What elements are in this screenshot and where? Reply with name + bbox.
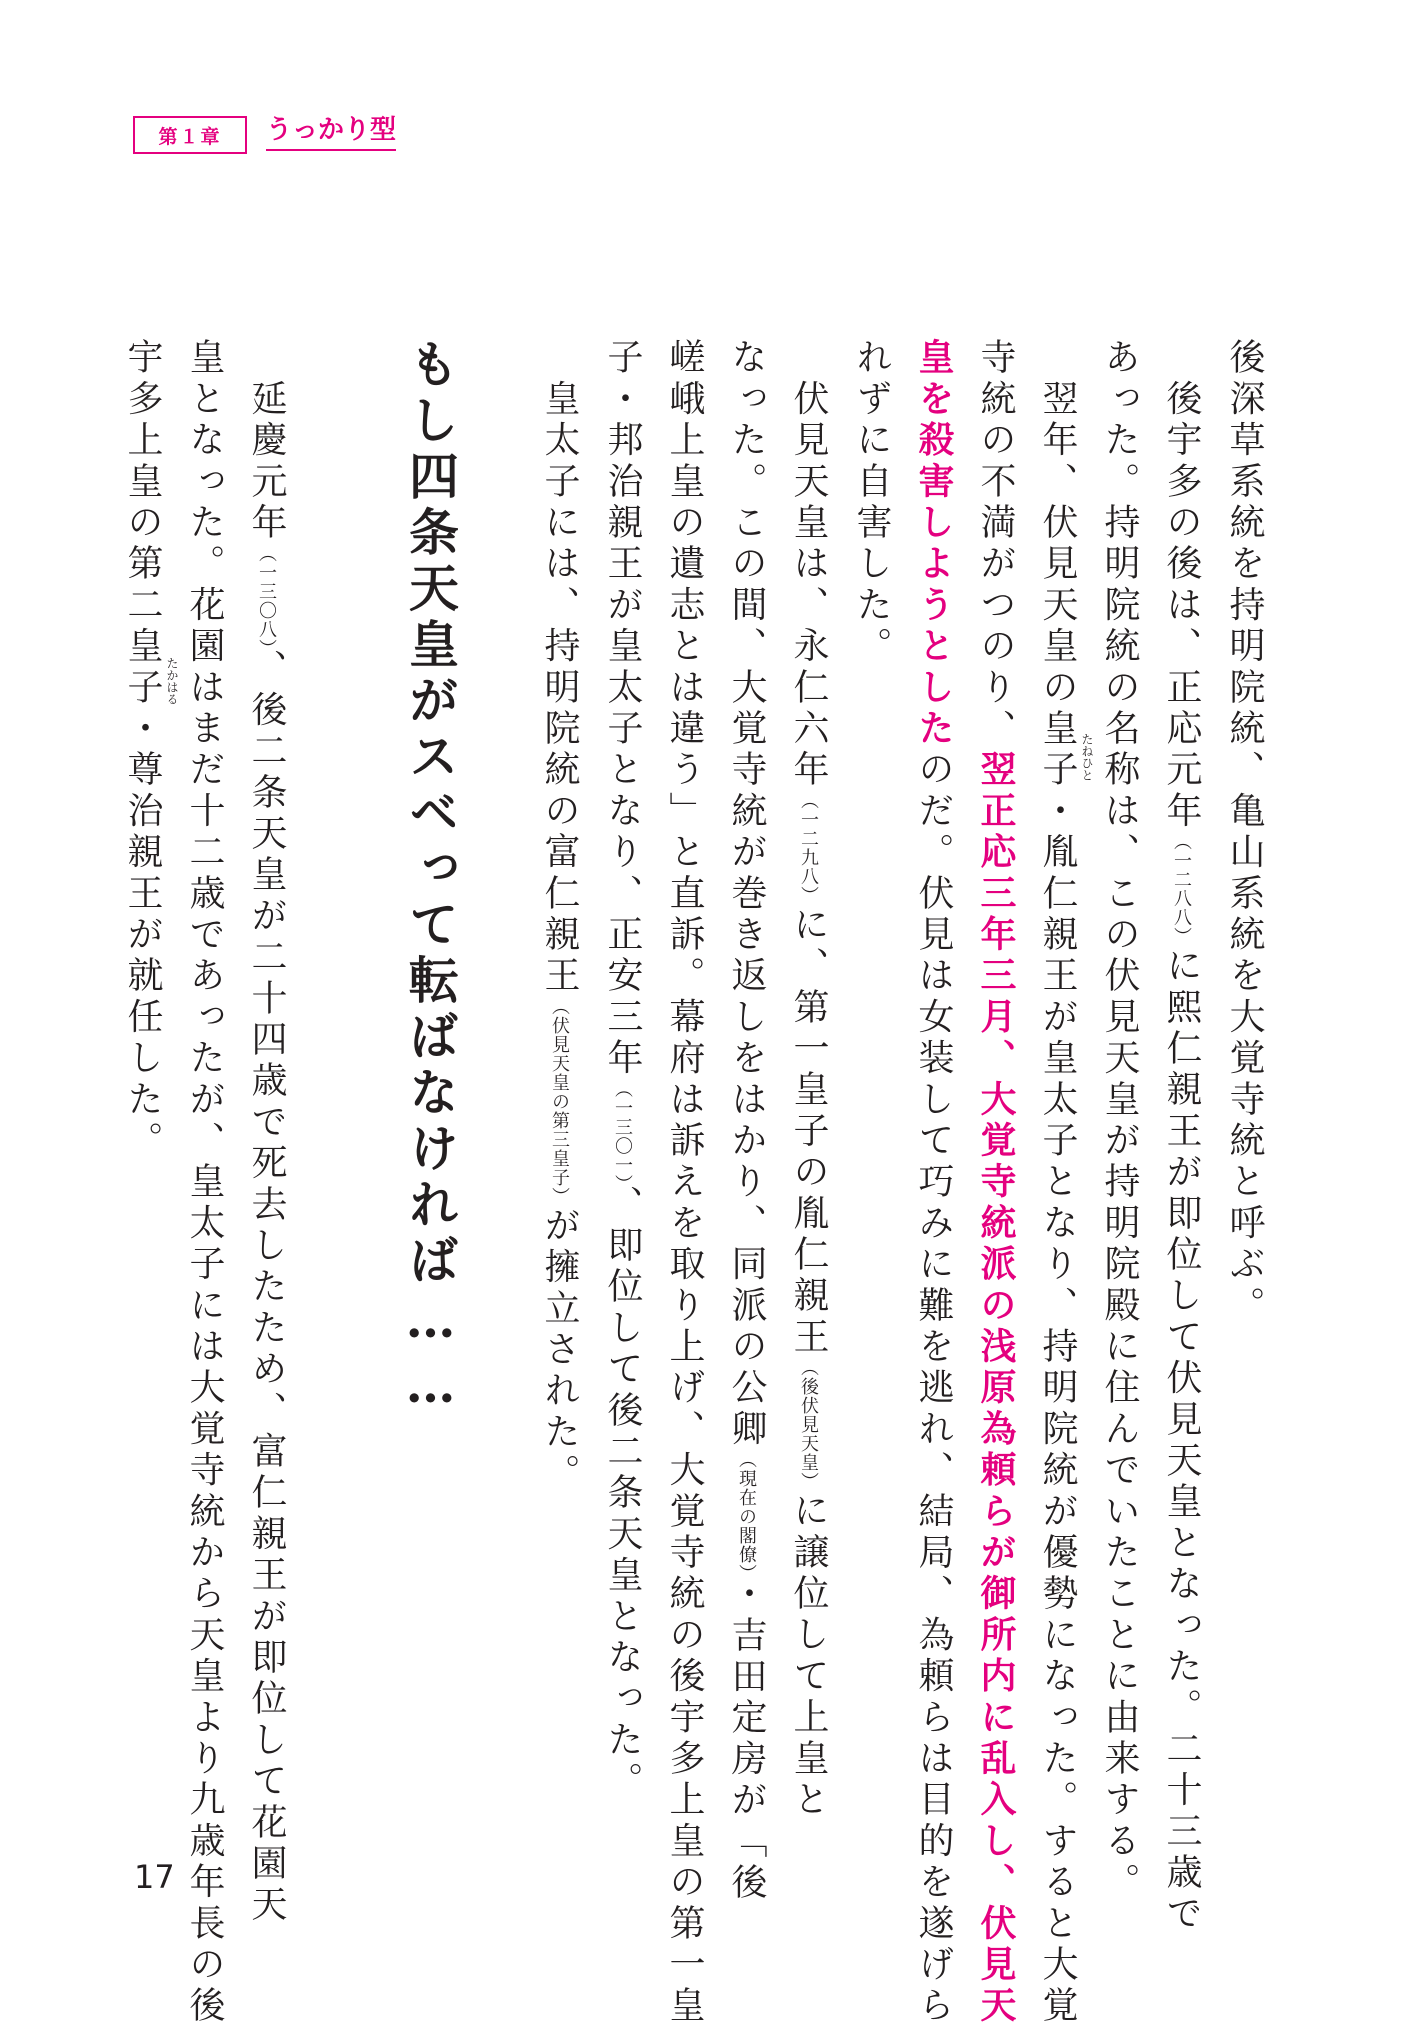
text-column-2 <box>1161 338 1202 1936</box>
text-run: 翌年、伏見天皇の皇子・胤仁親王が皇太子となり、持明院統が優勢になった。すると大覚 <box>1037 338 1078 2027</box>
text-run: 皇太子には、持明院統の富仁親王 <box>539 338 580 998</box>
text-run: に熙仁親王が即位して伏見天皇となった。二十三歳で <box>1161 946 1202 1936</box>
text-run: 、後二条天皇が二十四歳で死去したため、富仁親王が即位して花園天 <box>246 649 287 1927</box>
text-run: 宇多上皇の第二皇子・尊治親王が就任した。 <box>122 338 163 1162</box>
note-run: （現在の閣僚） <box>736 1450 757 1575</box>
text-run: 伏見天皇は、永仁六年 <box>788 338 829 792</box>
note-run: （後伏見天皇） <box>798 1358 819 1492</box>
text-column-3 <box>1099 338 1140 1904</box>
text-run: 嵯峨上皇の遺志とは違う」と直訴。幕府は訴えを取り上げ、大覚寺統の後宇多上皇の第一皇 <box>664 338 705 2027</box>
note-run: （一二八八） <box>1171 832 1192 947</box>
ruby-tanehito: たねひと <box>1080 733 1094 781</box>
text-run: ・吉田定房が「後 <box>726 1574 767 1905</box>
text-run: 子・邦治親王が皇太子となり、正安三年 <box>602 338 643 1080</box>
note-run: （一三〇一） <box>612 1079 633 1185</box>
text-run: 皇となった。花園はまだ十二歳であったが、皇太子には大覚寺統から天皇より九歳年長の後 <box>184 338 225 2027</box>
text-column-15 <box>122 338 163 1162</box>
text-column-5 <box>975 338 1016 2027</box>
section-heading: もし四条天皇がスベって転ばなければ…… <box>401 338 460 1420</box>
highlight-run: 皇を殺害しようとした <box>913 338 954 750</box>
text-run: 、即位して後二条天皇となった。 <box>602 1184 643 1803</box>
text-column-1 <box>1224 338 1265 1327</box>
ruby-takaharu: たかはる <box>165 657 179 705</box>
text-column-8 <box>788 338 829 1822</box>
text-column-9 <box>726 338 767 1905</box>
text-run: なった。この間、大覚寺統が巻き返しをはかり、同派の公卿 <box>726 338 767 1451</box>
text-run: 延慶元年 <box>246 338 287 544</box>
text-run: に、第一皇子の胤仁親王 <box>788 905 829 1359</box>
text-column-13 <box>246 338 287 1927</box>
text-run: れずに自害した。 <box>851 338 892 668</box>
text-column-12 <box>539 338 580 1495</box>
text-run: 寺統の不満がつのり、 <box>975 338 1016 750</box>
text-run: 後深草系統を持明院統、亀山系統を大覚寺統と呼ぶ。 <box>1224 338 1265 1327</box>
text-column-14 <box>184 338 225 2027</box>
text-column-11 <box>602 338 643 1803</box>
text-run: のだ。伏見は女装して巧みに難を逃れ、結局、為頼らは目的を遂げら <box>913 750 954 2027</box>
chapter-label-box: 第１章 <box>133 116 247 154</box>
page-number: 17 <box>134 1858 175 1896</box>
text-column-10 <box>664 338 705 2027</box>
text-run: が擁立された。 <box>539 1206 580 1495</box>
note-run: （一二九八） <box>798 791 819 906</box>
text-column-6 <box>913 338 954 2027</box>
text-column-4 <box>1037 338 1078 2027</box>
text-run: あった。持明院統の名称は、この伏見天皇が持明院殿に住んでいたことに由来する。 <box>1099 338 1140 1904</box>
text-column-7 <box>851 338 892 668</box>
text-run: に譲位して上皇と <box>788 1491 829 1822</box>
chapter-title: うっかり型 <box>266 114 396 151</box>
highlight-run: 翌正応三年三月、大覚寺統派の浅原為頼らが御所内に乱入し、伏見天 <box>975 750 1016 2027</box>
text-run: 後宇多の後は、正応元年 <box>1161 338 1202 833</box>
note-run: （一三〇八） <box>256 544 277 649</box>
note-run: （伏見天皇の第三皇子） <box>549 997 570 1207</box>
